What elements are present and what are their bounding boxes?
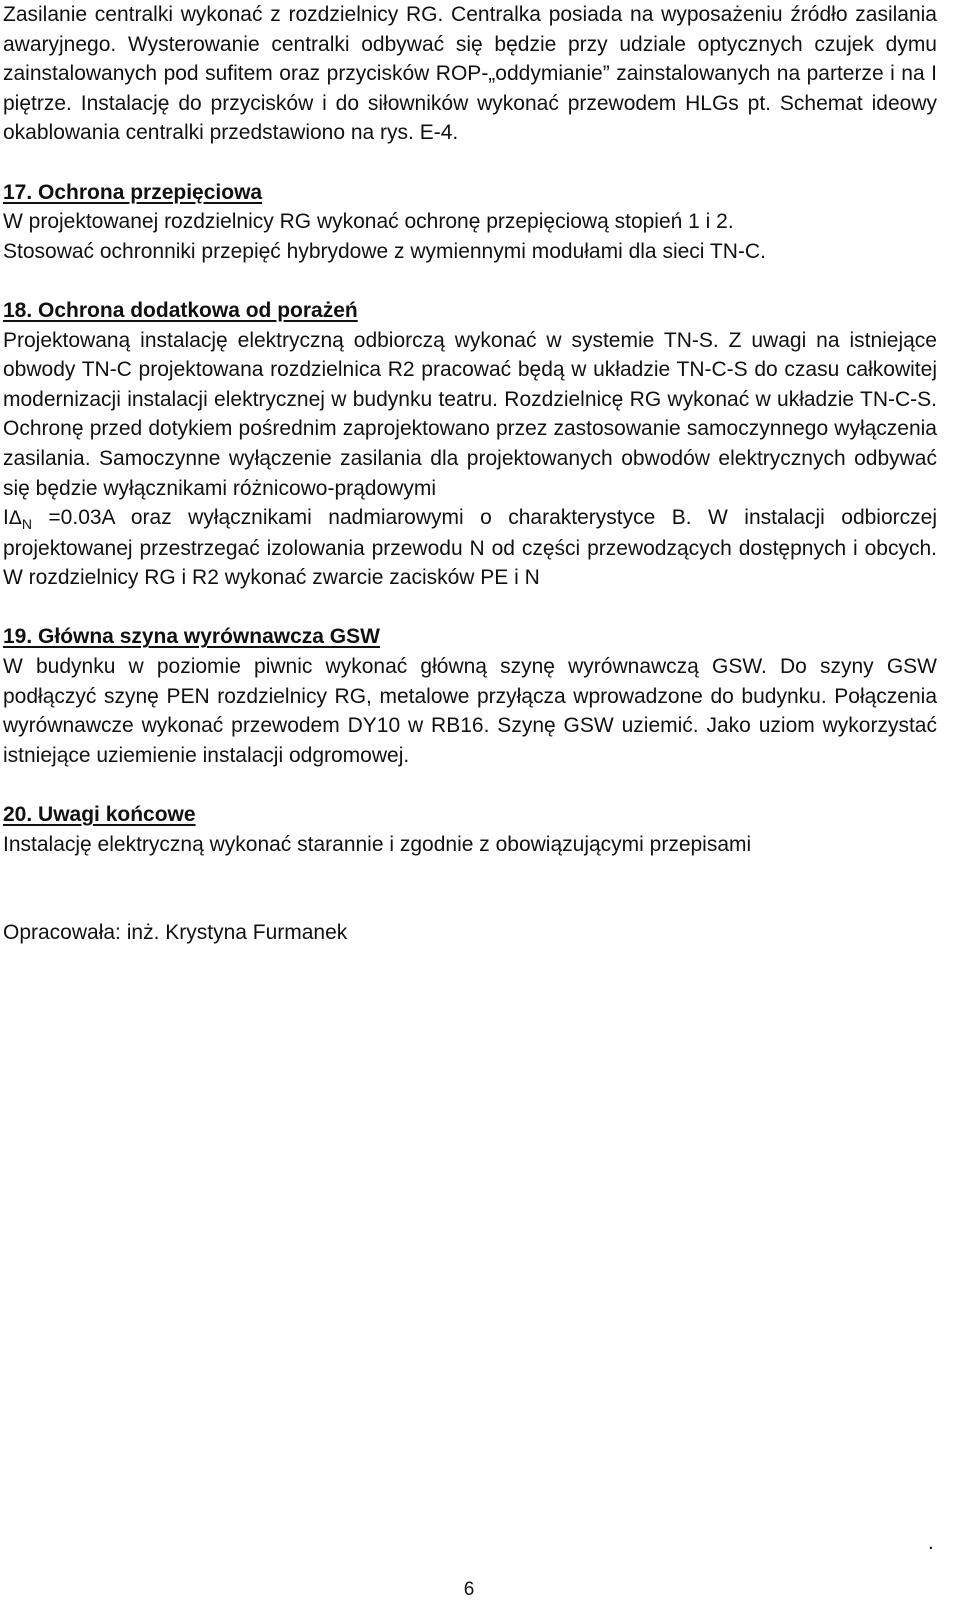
author-signature: Opracowała: inż. Krystyna Furmanek (3, 921, 348, 945)
section-19-heading: 19. Główna szyna wyrównawcza GSW (3, 625, 380, 649)
section-17-line-2: Stosować ochronniki przepięć hybrydowe z wymiennymi modułami dla sieci TN-C. (3, 239, 766, 263)
section-20-paragraph: Instalację elektryczną wykonać starannie i zgodnie z obowiązującymi przepisami (3, 832, 752, 856)
section-19 (3, 622, 937, 770)
section-17 (3, 178, 937, 267)
section-18-text-after: =0.03A oraz wyłącznikami nadmiarowymi o charakterystyce B. W instalacji odbiorczej projektowanej przestrzegać izolowania przewodu N od części przewodzących dostępnych i obcych. W rozdzielnicy RG i R2 wykonać zwarcie zacisków PE i N (3, 506, 937, 590)
section-18 (3, 296, 937, 593)
section-17-heading: 17. Ochrona przepięciowa (3, 180, 263, 204)
section-18-paragraph (3, 326, 937, 593)
section-18-heading: 18. Ochrona dodatkowa od porażeń (3, 298, 358, 322)
section-19-paragraph: W budynku w poziomie piwnic wykonać główną szynę wyrównawczą GSW. Do szyny GSW podłączyć szynę PEN rozdzielnicy RG, metalowe przyłącza wprowadzone do budynku. Połączenia wyrównawcze wykonać przewodem DY10 w RB16. Szynę GSW uziemić. Jako uziom wykorzystać istniejące uziemienie instalacji odgromowej. (3, 655, 937, 767)
stray-dot: . (928, 1531, 934, 1554)
residual-current-symbol: $I\Delta_N$ (3, 506, 32, 533)
document-page (3, 0, 937, 948)
section-17-line-1: W projektowanej rozdzielnicy RG wykonać ochronę przepięciową stopień 1 i 2. (3, 210, 734, 234)
intro-paragraph: Zasilanie centralki wykonać z rozdzielnicy RG. Centralka posiada na wyposażeniu źródło zasilania awaryjnego. Wysterowanie centralki odbywać się będzie przy udziale optycznych czujek dymu zainstalowanych pod sufitem oraz przycisków ROP-„oddymianie” zainstalowanych na parterze i na I piętrze. Instalację do przycisków i do siłowników wykonać przewodem HLGs pt. Schemat ideowy okablowania centralki przedstawiono na rys. E-4. (3, 3, 937, 145)
delta-symbol: Δ (8, 507, 22, 530)
subscript-n: N (21, 516, 32, 533)
section-18-text-before: Projektowaną instalację elektryczną odbiorczą wykonać w systemie TN-S. Z uwagi na istniejące obwody TN-C projektowana rozdzielnica R2 pracować będą w układzie TN-C-S do czasu całkowitej modernizacji instalacji elektrycznej w budynku teatru. Rozdzielnicę RG wykonać w układzie TN-C-S. Ochronę przed dotykiem pośrednim zaprojektowano przez zastosowanie samoczynnego wyłączenia zasilania. Samoczynne wyłączenie zasilania dla projektowanych obwodów elektrycznych odbywać się będzie wyłącznikami różnicowo-prądowymi (3, 328, 937, 500)
section-20-heading: 20. Uwagi końcowe (3, 803, 196, 827)
section-20 (3, 800, 937, 859)
page-number: 6 (463, 1579, 475, 1600)
